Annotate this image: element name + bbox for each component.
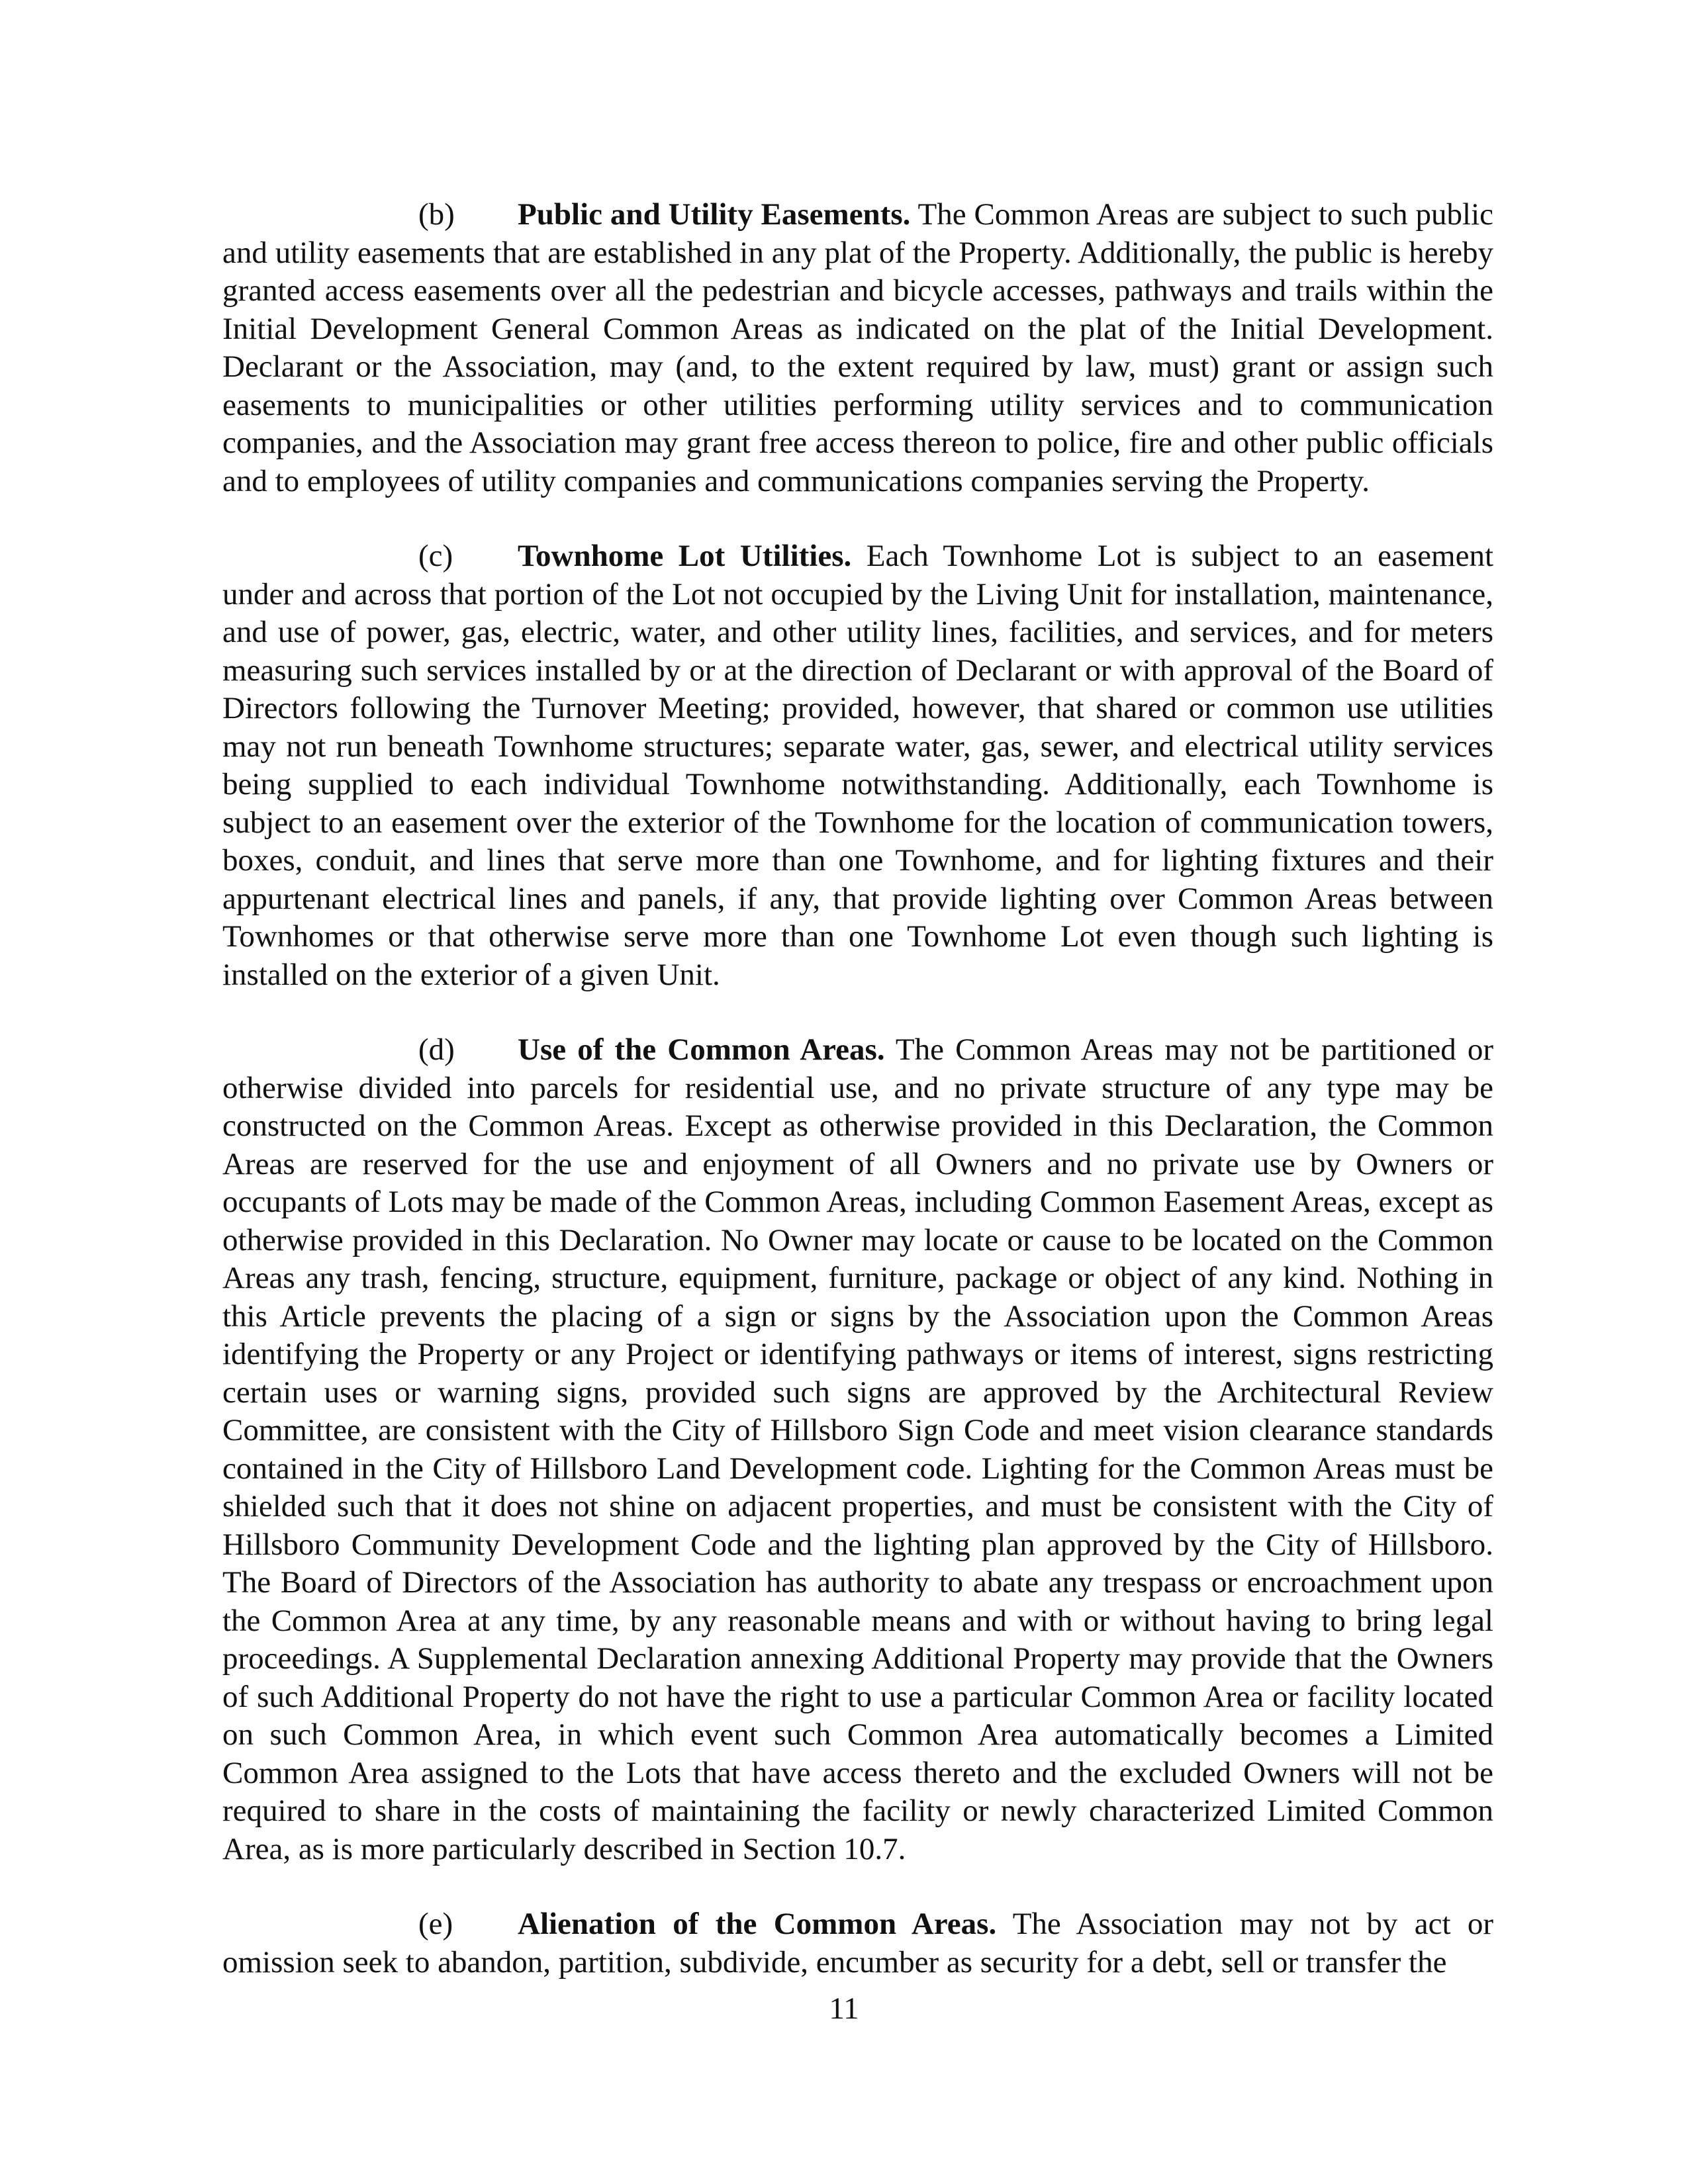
- section-c-label: (c): [418, 539, 453, 573]
- section-c-paragraph: [222, 537, 1493, 994]
- page-number: 11: [829, 1991, 859, 2026]
- section-d-paragraph: [222, 1031, 1493, 1868]
- section-d-heading: Use of the Common Areas.: [518, 1032, 885, 1067]
- section-b-text: The Common Areas are subject to such public and utility easements that are established in any plat of the Property. Additionally, the public is hereby granted access easements over all the pedestrian and bicycle accesses, pathways and trails within the Initial Development General Common Areas as indicated on the plat of the Initial Development. Declarant or the Association, may (and, to the extent required by law, must) grant or assign such easements to municipalities or other utilities performing utility services and to communication companies, and the Association may grant free access thereon to police, fire and other public officials and to employees of utility companies and communications companies serving the Property.: [222, 197, 1493, 498]
- section-b-paragraph: [222, 196, 1493, 500]
- section-b-label: (b): [418, 197, 455, 232]
- section-e-paragraph: [222, 1905, 1493, 1981]
- section-c-heading: Townhome Lot Utilities.: [518, 539, 852, 573]
- section-b-heading: Public and Utility Easements.: [518, 197, 911, 232]
- section-e-heading: Alienation of the Common Areas.: [518, 1907, 997, 1941]
- section-d-text: The Common Areas may not be partitioned or otherwise divided into parcels for residential use, and no private structure of any type may be constructed on the Common Areas. Except as otherwise provided in this Declaration, the Common Areas are reserved for the use and enjoyment of all Owners and no private use by Owners or occupants of Lots may be made of the Common Areas, including Common Easement Areas, except as otherwise provided in this Declaration. No Owner may locate or cause to be located on the Common Areas any trash, fencing, structure, equipment, furniture, package or object of any kind. Nothing in this Article prevents the placing of a sign or signs by the Association upon the Common Areas identifying the Property or any Project or identifying pathways or items of interest, signs restricting certain uses or warning signs, provided such signs are approved by the Architectural Review Committee, are consistent with the City of Hillsboro Sign Code and meet vision clearance standards contained in the City of Hillsboro Land Development code. Lighting for the Common Areas must be shielded such that it does not shine on adjacent properties, and must be consistent with the City of Hillsboro Community Development Code and the lighting plan approved by the City of Hillsboro. The Board of Directors of the Association has authority to abate any trespass or encroachment upon the Common Area at any time, by any reasonable means and with or without having to bring legal proceedings. A Supplemental Declaration annexing Additional Property may provide that the Owners of such Additional Property do not have the right to use a particular Common Area or facility located on such Common Area, in which event such Common Area automatically becomes a Limited Common Area assigned to the Lots that have access thereto and the excluded Owners will not be required to share in the costs of maintaining the facility or newly characterized Limited Common Area, as is more particularly described in Section 10.7.: [222, 1032, 1494, 1866]
- section-e-label: (e): [418, 1907, 453, 1941]
- section-d-label: (d): [418, 1032, 455, 1067]
- section-c-text: Each Townhome Lot is subject to an easement under and across that portion of the Lot not occupied by the Living Unit for installation, maintenance, and use of power, gas, electric, water, and other utility lines, facilities, and services, and for meters measuring such services installed by or at the direction of Declarant or with approval of the Board of Directors following the Turnover Meeting; provided, however, that shared or common use utilities may not run beneath Townhome structures; separate water, gas, sewer, and electrical utility services being supplied to each individual Townhome notwithstanding. Additionally, each Townhome is subject to an easement over the exterior of the Townhome for the location of communication towers, boxes, conduit, and lines that serve more than one Townhome, and for lighting fixtures and their appurtenant electrical lines and panels, if any, that provide lighting over Common Areas between Townhomes or that otherwise serve more than one Townhome Lot even though such lighting is installed on the exterior of a given Unit.: [222, 539, 1493, 992]
- document-body: [222, 196, 1493, 2019]
- section-e-text: The Association may not by act or omission seek to abandon, partition, subdivide, encumber as security for a debt, sell or transfer the: [222, 1907, 1494, 1979]
